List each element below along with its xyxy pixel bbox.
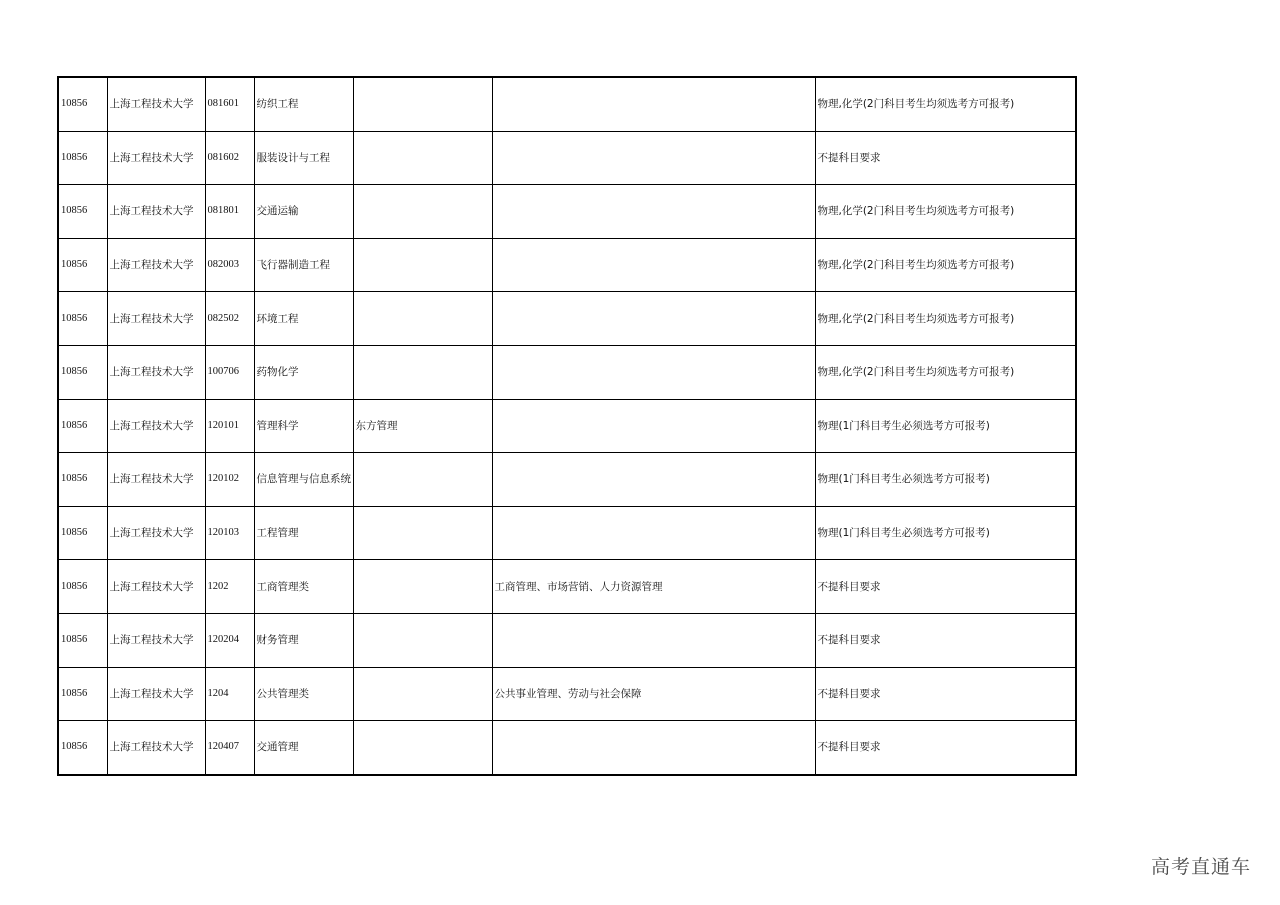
included-majors-cell: [492, 453, 815, 507]
included-majors-cell: [492, 721, 815, 775]
table-body: [58, 77, 1076, 775]
campus-note-cell: [353, 292, 492, 346]
school-name-cell: 上海工程技术大学: [107, 185, 205, 239]
major-name-cell: 管理科学: [254, 399, 353, 453]
included-majors-cell: [492, 399, 815, 453]
school-code-cell: 10856: [58, 506, 107, 560]
school-code-cell: 10856: [58, 131, 107, 185]
table-row: [58, 506, 1076, 560]
school-name-cell: 上海工程技术大学: [107, 560, 205, 614]
included-majors-cell: [492, 613, 815, 667]
included-majors-cell: 公共事业管理、劳动与社会保障: [492, 667, 815, 721]
table-row: [58, 560, 1076, 614]
majors-table: [57, 76, 1077, 776]
school-name-cell: 上海工程技术大学: [107, 721, 205, 775]
major-code-cell: 1204: [205, 667, 254, 721]
major-code-cell: 081602: [205, 131, 254, 185]
major-code-cell: 120407: [205, 721, 254, 775]
major-name-cell: 纺织工程: [254, 77, 353, 131]
major-code-cell: 081801: [205, 185, 254, 239]
school-name-cell: 上海工程技术大学: [107, 667, 205, 721]
table-row: [58, 345, 1076, 399]
school-code-cell: 10856: [58, 613, 107, 667]
school-code-cell: 10856: [58, 185, 107, 239]
watermark-text: 高考直通车: [1150, 856, 1251, 878]
table-row: [58, 185, 1076, 239]
major-name-cell: 飞行器制造工程: [254, 238, 353, 292]
subject-requirement-cell: 不提科目要求: [815, 667, 1076, 721]
major-name-cell: 工程管理: [254, 506, 353, 560]
table-row: [58, 399, 1076, 453]
school-name-cell: 上海工程技术大学: [107, 131, 205, 185]
major-code-cell: 120101: [205, 399, 254, 453]
school-code-cell: 10856: [58, 292, 107, 346]
table-row: [58, 667, 1076, 721]
major-name-cell: 信息管理与信息系统: [254, 453, 353, 507]
school-code-cell: 10856: [58, 721, 107, 775]
school-code-cell: 10856: [58, 560, 107, 614]
subject-requirement-cell: 不提科目要求: [815, 613, 1076, 667]
included-majors-cell: [492, 77, 815, 131]
campus-note-cell: [353, 77, 492, 131]
subject-requirement-cell: 物理,化学(2门科目考生均须选考方可报考): [815, 345, 1076, 399]
major-name-cell: 工商管理类: [254, 560, 353, 614]
subject-requirement-cell: 物理,化学(2门科目考生均须选考方可报考): [815, 77, 1076, 131]
school-name-cell: 上海工程技术大学: [107, 453, 205, 507]
campus-note-cell: [353, 131, 492, 185]
subject-requirement-cell: 物理,化学(2门科目考生均须选考方可报考): [815, 185, 1076, 239]
campus-note-cell: [353, 453, 492, 507]
campus-note-cell: [353, 613, 492, 667]
major-code-cell: 120204: [205, 613, 254, 667]
school-name-cell: 上海工程技术大学: [107, 238, 205, 292]
school-name-cell: 上海工程技术大学: [107, 613, 205, 667]
included-majors-cell: [492, 292, 815, 346]
major-code-cell: 120102: [205, 453, 254, 507]
subject-requirement-cell: 不提科目要求: [815, 560, 1076, 614]
campus-note-cell: [353, 185, 492, 239]
major-code-cell: 082502: [205, 292, 254, 346]
major-code-cell: 081601: [205, 77, 254, 131]
major-code-cell: 082003: [205, 238, 254, 292]
school-code-cell: 10856: [58, 238, 107, 292]
school-name-cell: 上海工程技术大学: [107, 506, 205, 560]
major-code-cell: 120103: [205, 506, 254, 560]
included-majors-cell: [492, 238, 815, 292]
subject-requirement-cell: 物理,化学(2门科目考生均须选考方可报考): [815, 238, 1076, 292]
campus-note-cell: [353, 667, 492, 721]
school-name-cell: 上海工程技术大学: [107, 292, 205, 346]
included-majors-cell: [492, 506, 815, 560]
major-code-cell: 1202: [205, 560, 254, 614]
subject-requirement-cell: 物理(1门科目考生必须选考方可报考): [815, 506, 1076, 560]
table-row: [58, 238, 1076, 292]
school-code-cell: 10856: [58, 345, 107, 399]
subject-requirement-cell: 不提科目要求: [815, 721, 1076, 775]
subject-requirement-cell: 物理(1门科目考生必须选考方可报考): [815, 399, 1076, 453]
major-name-cell: 公共管理类: [254, 667, 353, 721]
school-name-cell: 上海工程技术大学: [107, 77, 205, 131]
major-name-cell: 服装设计与工程: [254, 131, 353, 185]
included-majors-cell: [492, 345, 815, 399]
campus-note-cell: [353, 506, 492, 560]
subject-requirement-cell: 不提科目要求: [815, 131, 1076, 185]
subject-requirement-cell: 物理,化学(2门科目考生均须选考方可报考): [815, 292, 1076, 346]
table-row: [58, 77, 1076, 131]
major-name-cell: 药物化学: [254, 345, 353, 399]
campus-note-cell: 东方管理: [353, 399, 492, 453]
campus-note-cell: [353, 345, 492, 399]
school-name-cell: 上海工程技术大学: [107, 345, 205, 399]
table-row: [58, 613, 1076, 667]
major-name-cell: 交通运输: [254, 185, 353, 239]
table-row: [58, 131, 1076, 185]
campus-note-cell: [353, 560, 492, 614]
school-code-cell: 10856: [58, 453, 107, 507]
school-code-cell: 10856: [58, 77, 107, 131]
table-row: [58, 292, 1076, 346]
included-majors-cell: [492, 131, 815, 185]
major-code-cell: 100706: [205, 345, 254, 399]
major-name-cell: 环境工程: [254, 292, 353, 346]
school-code-cell: 10856: [58, 399, 107, 453]
table-row: [58, 453, 1076, 507]
campus-note-cell: [353, 238, 492, 292]
included-majors-cell: [492, 185, 815, 239]
school-code-cell: 10856: [58, 667, 107, 721]
major-name-cell: 财务管理: [254, 613, 353, 667]
school-name-cell: 上海工程技术大学: [107, 399, 205, 453]
campus-note-cell: [353, 721, 492, 775]
major-name-cell: 交通管理: [254, 721, 353, 775]
subject-requirement-cell: 物理(1门科目考生必须选考方可报考): [815, 453, 1076, 507]
included-majors-cell: 工商管理、市场营销、人力资源管理: [492, 560, 815, 614]
table-row: [58, 721, 1076, 775]
